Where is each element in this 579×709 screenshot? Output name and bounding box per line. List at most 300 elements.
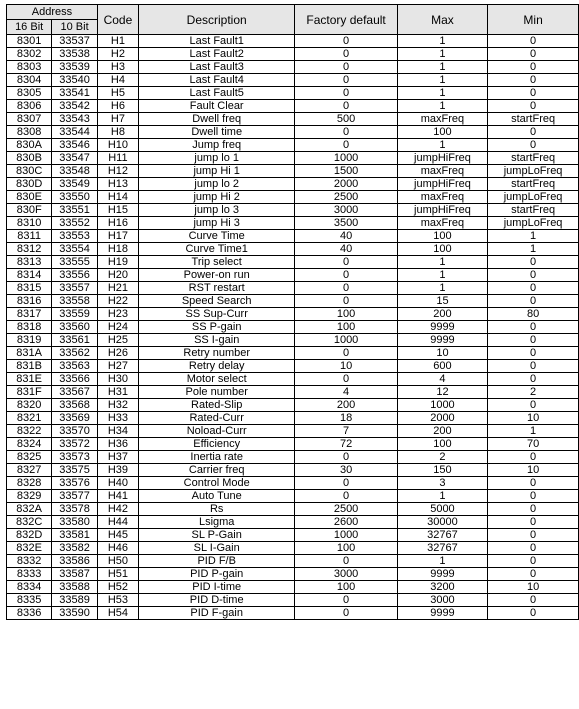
max-cell: 15 bbox=[397, 295, 487, 308]
max-cell: 3000 bbox=[397, 594, 487, 607]
max-cell: maxFreq bbox=[397, 217, 487, 230]
max-cell: maxFreq bbox=[397, 113, 487, 126]
address-10bit-cell: 33577 bbox=[52, 490, 98, 503]
factory-default-cell: 0 bbox=[295, 126, 397, 139]
max-cell: 30000 bbox=[397, 516, 487, 529]
description-cell: PID I-time bbox=[138, 581, 294, 594]
description-cell: SL I-Gain bbox=[138, 542, 294, 555]
16-bit-header: 16 Bit bbox=[7, 20, 52, 35]
table-row bbox=[7, 360, 579, 373]
code-cell: H16 bbox=[97, 217, 138, 230]
description-cell: Rated-Curr bbox=[138, 412, 294, 425]
description-cell: SS I-gain bbox=[138, 334, 294, 347]
address-10bit-cell: 33559 bbox=[52, 308, 98, 321]
description-cell: jump Hi 2 bbox=[138, 191, 294, 204]
description-cell: Retry delay bbox=[138, 360, 294, 373]
max-cell: 2 bbox=[397, 451, 487, 464]
max-cell: 100 bbox=[397, 438, 487, 451]
max-cell: 200 bbox=[397, 308, 487, 321]
description-cell: SS Sup-Curr bbox=[138, 308, 294, 321]
code-cell: H32 bbox=[97, 399, 138, 412]
table-row bbox=[7, 269, 579, 282]
description-cell: Rated-Slip bbox=[138, 399, 294, 412]
code-cell: H52 bbox=[97, 581, 138, 594]
address-10bit-cell: 33558 bbox=[52, 295, 98, 308]
address-16bit-cell: 830C bbox=[7, 165, 52, 178]
code-cell: H21 bbox=[97, 282, 138, 295]
code-cell: H18 bbox=[97, 243, 138, 256]
factory-default-cell: 0 bbox=[295, 451, 397, 464]
max-cell: 1 bbox=[397, 74, 487, 87]
description-cell: Dwell time bbox=[138, 126, 294, 139]
address-16bit-cell: 8324 bbox=[7, 438, 52, 451]
address-10bit-cell: 33549 bbox=[52, 178, 98, 191]
table-row bbox=[7, 399, 579, 412]
min-cell: 0 bbox=[488, 347, 579, 360]
description-cell: Last Fault1 bbox=[138, 35, 294, 48]
table-row bbox=[7, 191, 579, 204]
factory-default-cell: 18 bbox=[295, 412, 397, 425]
min-header: Min bbox=[488, 5, 579, 35]
factory-default-cell: 2500 bbox=[295, 503, 397, 516]
address-10bit-cell: 33581 bbox=[52, 529, 98, 542]
factory-default-cell: 0 bbox=[295, 555, 397, 568]
max-cell: 1 bbox=[397, 100, 487, 113]
address-16bit-cell: 8328 bbox=[7, 477, 52, 490]
min-cell: 2 bbox=[488, 386, 579, 399]
description-cell: Efficiency bbox=[138, 438, 294, 451]
address-10bit-cell: 33554 bbox=[52, 243, 98, 256]
max-cell: 100 bbox=[397, 230, 487, 243]
factory-default-cell: 100 bbox=[295, 321, 397, 334]
code-cell: H39 bbox=[97, 464, 138, 477]
table-row bbox=[7, 555, 579, 568]
table-row bbox=[7, 529, 579, 542]
table-row bbox=[7, 178, 579, 191]
address-10bit-cell: 33569 bbox=[52, 412, 98, 425]
max-cell: 1 bbox=[397, 35, 487, 48]
max-cell: 1 bbox=[397, 256, 487, 269]
description-cell: SS P-gain bbox=[138, 321, 294, 334]
description-cell: Lsigma bbox=[138, 516, 294, 529]
max-cell: 9999 bbox=[397, 334, 487, 347]
min-cell: 0 bbox=[488, 477, 579, 490]
min-cell: 0 bbox=[488, 334, 579, 347]
min-cell: 0 bbox=[488, 373, 579, 386]
max-cell: 5000 bbox=[397, 503, 487, 516]
factory-default-cell: 0 bbox=[295, 48, 397, 61]
max-cell: 12 bbox=[397, 386, 487, 399]
address-16bit-cell: 8303 bbox=[7, 61, 52, 74]
code-cell: H6 bbox=[97, 100, 138, 113]
factory-default-cell: 40 bbox=[295, 243, 397, 256]
table-row bbox=[7, 230, 579, 243]
max-cell: 9999 bbox=[397, 607, 487, 620]
address-16bit-cell: 832C bbox=[7, 516, 52, 529]
factory-default-cell: 0 bbox=[295, 594, 397, 607]
factory-default-cell: 0 bbox=[295, 35, 397, 48]
code-cell: H8 bbox=[97, 126, 138, 139]
min-cell: 70 bbox=[488, 438, 579, 451]
min-cell: 0 bbox=[488, 126, 579, 139]
table-row bbox=[7, 451, 579, 464]
max-cell: jumpHiFreq bbox=[397, 178, 487, 191]
factory-default-cell: 3500 bbox=[295, 217, 397, 230]
min-cell: 0 bbox=[488, 542, 579, 555]
address-16bit-cell: 832A bbox=[7, 503, 52, 516]
address-16bit-cell: 830E bbox=[7, 191, 52, 204]
min-cell: 0 bbox=[488, 35, 579, 48]
address-16bit-cell: 8319 bbox=[7, 334, 52, 347]
description-cell: Curve Time1 bbox=[138, 243, 294, 256]
description-cell: Power-on run bbox=[138, 269, 294, 282]
address-10bit-cell: 33586 bbox=[52, 555, 98, 568]
description-cell: Jump freq bbox=[138, 139, 294, 152]
address-16bit-cell: 8304 bbox=[7, 74, 52, 87]
min-cell: 0 bbox=[488, 529, 579, 542]
address-10bit-cell: 33542 bbox=[52, 100, 98, 113]
factory-default-cell: 1000 bbox=[295, 529, 397, 542]
factory-default-cell: 0 bbox=[295, 295, 397, 308]
address-10bit-cell: 33567 bbox=[52, 386, 98, 399]
address-16bit-cell: 8307 bbox=[7, 113, 52, 126]
address-10bit-cell: 33546 bbox=[52, 139, 98, 152]
address-10bit-cell: 33544 bbox=[52, 126, 98, 139]
max-cell: 100 bbox=[397, 243, 487, 256]
address-16bit-cell: 8321 bbox=[7, 412, 52, 425]
min-cell: 1 bbox=[488, 243, 579, 256]
max-header: Max bbox=[397, 5, 487, 35]
description-cell: Inertia rate bbox=[138, 451, 294, 464]
code-cell: H41 bbox=[97, 490, 138, 503]
address-16bit-cell: 8314 bbox=[7, 269, 52, 282]
code-header: Code bbox=[97, 5, 138, 35]
address-10bit-cell: 33557 bbox=[52, 282, 98, 295]
factory-default-cell: 30 bbox=[295, 464, 397, 477]
code-cell: H33 bbox=[97, 412, 138, 425]
description-cell: jump Hi 1 bbox=[138, 165, 294, 178]
table-row bbox=[7, 48, 579, 61]
address-10bit-cell: 33573 bbox=[52, 451, 98, 464]
max-cell: 9999 bbox=[397, 568, 487, 581]
code-cell: H2 bbox=[97, 48, 138, 61]
table-row bbox=[7, 152, 579, 165]
table-row bbox=[7, 542, 579, 555]
code-cell: H26 bbox=[97, 347, 138, 360]
address-16bit-cell: 831B bbox=[7, 360, 52, 373]
max-cell: maxFreq bbox=[397, 165, 487, 178]
description-cell: PID P-gain bbox=[138, 568, 294, 581]
table-row bbox=[7, 503, 579, 516]
min-cell: 0 bbox=[488, 360, 579, 373]
address-16bit-cell: 8332 bbox=[7, 555, 52, 568]
table-row bbox=[7, 464, 579, 477]
table-row bbox=[7, 581, 579, 594]
address-10bit-cell: 33541 bbox=[52, 87, 98, 100]
address-10bit-cell: 33555 bbox=[52, 256, 98, 269]
factory-default-cell: 0 bbox=[295, 139, 397, 152]
code-cell: H15 bbox=[97, 204, 138, 217]
code-cell: H30 bbox=[97, 373, 138, 386]
min-cell: startFreq bbox=[488, 113, 579, 126]
min-cell: startFreq bbox=[488, 152, 579, 165]
table-row bbox=[7, 282, 579, 295]
max-cell: 1 bbox=[397, 139, 487, 152]
table-row bbox=[7, 425, 579, 438]
address-10bit-cell: 33566 bbox=[52, 373, 98, 386]
address-10bit-cell: 33543 bbox=[52, 113, 98, 126]
table-row bbox=[7, 594, 579, 607]
address-16bit-cell: 8315 bbox=[7, 282, 52, 295]
min-cell: 1 bbox=[488, 425, 579, 438]
min-cell: 0 bbox=[488, 74, 579, 87]
description-cell: Speed Search bbox=[138, 295, 294, 308]
address-16bit-cell: 8327 bbox=[7, 464, 52, 477]
min-cell: 0 bbox=[488, 503, 579, 516]
code-cell: H51 bbox=[97, 568, 138, 581]
description-cell: Fault Clear bbox=[138, 100, 294, 113]
table-row bbox=[7, 87, 579, 100]
description-header: Description bbox=[138, 5, 294, 35]
factory-default-cell: 0 bbox=[295, 61, 397, 74]
description-cell: Noload-Curr bbox=[138, 425, 294, 438]
description-cell: Carrier freq bbox=[138, 464, 294, 477]
min-cell: startFreq bbox=[488, 178, 579, 191]
code-cell: H44 bbox=[97, 516, 138, 529]
factory-default-cell: 500 bbox=[295, 113, 397, 126]
factory-default-cell: 10 bbox=[295, 360, 397, 373]
min-cell: 80 bbox=[488, 308, 579, 321]
factory-default-cell: 2600 bbox=[295, 516, 397, 529]
code-cell: H17 bbox=[97, 230, 138, 243]
factory-default-cell: 100 bbox=[295, 542, 397, 555]
max-cell: 3200 bbox=[397, 581, 487, 594]
min-cell: 0 bbox=[488, 490, 579, 503]
address-16bit-cell: 8306 bbox=[7, 100, 52, 113]
address-10bit-cell: 33575 bbox=[52, 464, 98, 477]
table-row bbox=[7, 334, 579, 347]
max-cell: 1 bbox=[397, 61, 487, 74]
factory-default-cell: 7 bbox=[295, 425, 397, 438]
code-cell: H3 bbox=[97, 61, 138, 74]
max-cell: 4 bbox=[397, 373, 487, 386]
table-header bbox=[7, 5, 579, 35]
factory-default-cell: 4 bbox=[295, 386, 397, 399]
factory-default-header: Factory default bbox=[295, 5, 397, 35]
min-cell: jumpLoFreq bbox=[488, 165, 579, 178]
max-cell: 2000 bbox=[397, 412, 487, 425]
min-cell: jumpLoFreq bbox=[488, 217, 579, 230]
max-cell: 100 bbox=[397, 126, 487, 139]
table-row bbox=[7, 412, 579, 425]
min-cell: 0 bbox=[488, 568, 579, 581]
min-cell: 0 bbox=[488, 48, 579, 61]
table-row bbox=[7, 438, 579, 451]
address-16bit-cell: 8311 bbox=[7, 230, 52, 243]
factory-default-cell: 100 bbox=[295, 308, 397, 321]
code-cell: H13 bbox=[97, 178, 138, 191]
code-cell: H4 bbox=[97, 74, 138, 87]
min-cell: 0 bbox=[488, 87, 579, 100]
address-10bit-cell: 33562 bbox=[52, 347, 98, 360]
min-cell: 0 bbox=[488, 139, 579, 152]
description-cell: jump lo 3 bbox=[138, 204, 294, 217]
description-cell: PID F-gain bbox=[138, 607, 294, 620]
description-cell: jump lo 1 bbox=[138, 152, 294, 165]
factory-default-cell: 0 bbox=[295, 490, 397, 503]
code-cell: H14 bbox=[97, 191, 138, 204]
address-10bit-cell: 33553 bbox=[52, 230, 98, 243]
description-cell: Dwell freq bbox=[138, 113, 294, 126]
address-10bit-cell: 33580 bbox=[52, 516, 98, 529]
max-cell: 1 bbox=[397, 555, 487, 568]
description-cell: Rs bbox=[138, 503, 294, 516]
address-16bit-cell: 830A bbox=[7, 139, 52, 152]
table-row bbox=[7, 165, 579, 178]
address-10bit-cell: 33568 bbox=[52, 399, 98, 412]
code-cell: H54 bbox=[97, 607, 138, 620]
max-cell: jumpHiFreq bbox=[397, 204, 487, 217]
table-row bbox=[7, 113, 579, 126]
min-cell: jumpLoFreq bbox=[488, 191, 579, 204]
factory-default-cell: 0 bbox=[295, 74, 397, 87]
max-cell: maxFreq bbox=[397, 191, 487, 204]
min-cell: 10 bbox=[488, 412, 579, 425]
address-10bit-cell: 33561 bbox=[52, 334, 98, 347]
min-cell: 0 bbox=[488, 594, 579, 607]
factory-default-cell: 0 bbox=[295, 347, 397, 360]
code-cell: H45 bbox=[97, 529, 138, 542]
description-cell: Last Fault2 bbox=[138, 48, 294, 61]
address-10bit-cell: 33588 bbox=[52, 581, 98, 594]
address-10bit-cell: 33570 bbox=[52, 425, 98, 438]
address-16bit-cell: 8320 bbox=[7, 399, 52, 412]
table-row bbox=[7, 100, 579, 113]
factory-default-cell: 0 bbox=[295, 256, 397, 269]
table-row bbox=[7, 256, 579, 269]
code-cell: H50 bbox=[97, 555, 138, 568]
address-16bit-cell: 8301 bbox=[7, 35, 52, 48]
address-header: Address bbox=[7, 5, 98, 20]
max-cell: 32767 bbox=[397, 542, 487, 555]
table-row bbox=[7, 61, 579, 74]
max-cell: 1 bbox=[397, 490, 487, 503]
max-cell: 10 bbox=[397, 347, 487, 360]
min-cell: 0 bbox=[488, 555, 579, 568]
description-cell: Control Mode bbox=[138, 477, 294, 490]
code-cell: H24 bbox=[97, 321, 138, 334]
max-cell: 1 bbox=[397, 48, 487, 61]
factory-default-cell: 1500 bbox=[295, 165, 397, 178]
max-cell: 32767 bbox=[397, 529, 487, 542]
address-16bit-cell: 8336 bbox=[7, 607, 52, 620]
factory-default-cell: 100 bbox=[295, 581, 397, 594]
factory-default-cell: 2500 bbox=[295, 191, 397, 204]
table-row bbox=[7, 568, 579, 581]
min-cell: 0 bbox=[488, 607, 579, 620]
table-row bbox=[7, 204, 579, 217]
min-cell: 0 bbox=[488, 399, 579, 412]
description-cell: PID F/B bbox=[138, 555, 294, 568]
max-cell: 1 bbox=[397, 269, 487, 282]
table-row bbox=[7, 308, 579, 321]
address-16bit-cell: 8316 bbox=[7, 295, 52, 308]
factory-default-cell: 200 bbox=[295, 399, 397, 412]
code-cell: H5 bbox=[97, 87, 138, 100]
min-cell: 10 bbox=[488, 581, 579, 594]
description-cell: Last Fault4 bbox=[138, 74, 294, 87]
table-row bbox=[7, 516, 579, 529]
address-10bit-cell: 33556 bbox=[52, 269, 98, 282]
address-10bit-cell: 33550 bbox=[52, 191, 98, 204]
address-10bit-cell: 33560 bbox=[52, 321, 98, 334]
address-16bit-cell: 8317 bbox=[7, 308, 52, 321]
factory-default-cell: 2000 bbox=[295, 178, 397, 191]
address-16bit-cell: 8305 bbox=[7, 87, 52, 100]
code-cell: H23 bbox=[97, 308, 138, 321]
address-16bit-cell: 831E bbox=[7, 373, 52, 386]
min-cell: 0 bbox=[488, 516, 579, 529]
code-cell: H53 bbox=[97, 594, 138, 607]
table-row bbox=[7, 490, 579, 503]
address-10bit-cell: 33582 bbox=[52, 542, 98, 555]
code-cell: H36 bbox=[97, 438, 138, 451]
address-16bit-cell: 830B bbox=[7, 152, 52, 165]
code-cell: H1 bbox=[97, 35, 138, 48]
factory-default-cell: 3000 bbox=[295, 204, 397, 217]
description-cell: jump Hi 3 bbox=[138, 217, 294, 230]
parameter-table bbox=[6, 4, 579, 620]
description-cell: Last Fault3 bbox=[138, 61, 294, 74]
min-cell: 1 bbox=[488, 230, 579, 243]
code-cell: H22 bbox=[97, 295, 138, 308]
code-cell: H7 bbox=[97, 113, 138, 126]
table-row bbox=[7, 477, 579, 490]
max-cell: 1 bbox=[397, 282, 487, 295]
description-cell: Pole number bbox=[138, 386, 294, 399]
address-10bit-cell: 33576 bbox=[52, 477, 98, 490]
code-cell: H37 bbox=[97, 451, 138, 464]
factory-default-cell: 0 bbox=[295, 607, 397, 620]
code-cell: H34 bbox=[97, 425, 138, 438]
factory-default-cell: 0 bbox=[295, 87, 397, 100]
code-cell: H20 bbox=[97, 269, 138, 282]
address-16bit-cell: 8334 bbox=[7, 581, 52, 594]
address-10bit-cell: 33551 bbox=[52, 204, 98, 217]
description-cell: SL P-Gain bbox=[138, 529, 294, 542]
max-cell: 600 bbox=[397, 360, 487, 373]
factory-default-cell: 1000 bbox=[295, 152, 397, 165]
table-row bbox=[7, 74, 579, 87]
address-10bit-cell: 33548 bbox=[52, 165, 98, 178]
min-cell: 0 bbox=[488, 100, 579, 113]
address-16bit-cell: 8335 bbox=[7, 594, 52, 607]
max-cell: jumpHiFreq bbox=[397, 152, 487, 165]
description-cell: Auto Tune bbox=[138, 490, 294, 503]
max-cell: 3 bbox=[397, 477, 487, 490]
factory-default-cell: 0 bbox=[295, 269, 397, 282]
max-cell: 150 bbox=[397, 464, 487, 477]
address-16bit-cell: 8329 bbox=[7, 490, 52, 503]
description-cell: Trip select bbox=[138, 256, 294, 269]
min-cell: 0 bbox=[488, 256, 579, 269]
address-16bit-cell: 8318 bbox=[7, 321, 52, 334]
min-cell: 0 bbox=[488, 282, 579, 295]
code-cell: H12 bbox=[97, 165, 138, 178]
description-cell: PID D-time bbox=[138, 594, 294, 607]
min-cell: 0 bbox=[488, 451, 579, 464]
table-row bbox=[7, 243, 579, 256]
